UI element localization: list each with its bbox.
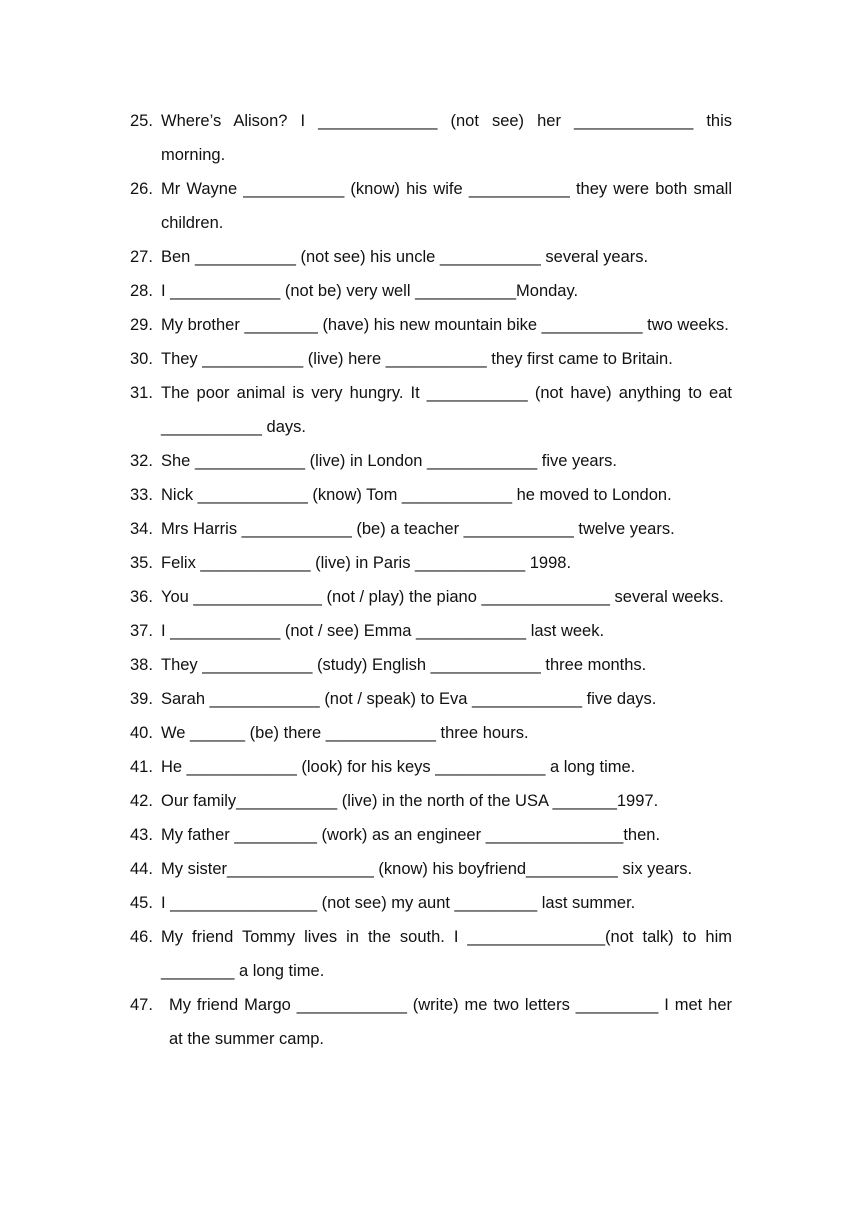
item-number: 35. (130, 554, 153, 572)
item-number: 39. (130, 690, 153, 708)
item-text: Felix ____________ (live) in Paris ____________ 1998. (161, 554, 572, 572)
item-number: 29. (130, 316, 153, 334)
item-number: 37. (130, 622, 153, 640)
exercise-item (130, 750, 732, 784)
exercise-item (130, 682, 732, 716)
item-number: 31. (130, 384, 153, 402)
exercise-item (130, 818, 732, 852)
item-text: They ___________ (live) here ___________ they first came to Britain. (161, 350, 673, 368)
item-number: 43. (130, 826, 153, 844)
item-number: 41. (130, 758, 153, 776)
item-number: 44. (130, 860, 153, 878)
item-number: 27. (130, 248, 153, 266)
item-number: 30. (130, 350, 153, 368)
item-text: I ____________ (not be) very well ___________Monday. (161, 282, 579, 300)
item-number: 33. (130, 486, 153, 504)
item-number: 42. (130, 792, 153, 810)
exercise-item (130, 444, 732, 478)
exercise-item (130, 648, 732, 682)
item-text: My friend Margo ____________ (write) me two letters _________ I met her at the summer camp. (169, 996, 732, 1048)
exercise-item (130, 580, 732, 614)
exercise-item (130, 104, 732, 172)
exercise-item (130, 920, 732, 988)
exercise-item (130, 308, 732, 342)
item-number: 25. (130, 112, 153, 130)
exercise-item (130, 716, 732, 750)
item-text: He ____________ (look) for his keys ____________ a long time. (161, 758, 636, 776)
item-text: Our family___________ (live) in the north of the USA _______1997. (161, 792, 659, 810)
exercise-item (130, 274, 732, 308)
item-number: 46. (130, 928, 153, 946)
item-number: 47. (130, 996, 153, 1014)
item-number: 40. (130, 724, 153, 742)
item-text: Mr Wayne ___________ (know) his wife ___________ they were both small children. (161, 180, 732, 232)
item-text: I ________________ (not see) my aunt _________ last summer. (161, 894, 636, 912)
item-text: You ______________ (not / play) the piano ______________ several weeks. (161, 588, 724, 606)
item-number: 38. (130, 656, 153, 674)
exercise-item (130, 852, 732, 886)
item-text: My father _________ (work) as an engineer _______________then. (161, 826, 661, 844)
exercise-item (130, 478, 732, 512)
exercise-item (130, 172, 732, 240)
item-text: She ____________ (live) in London ____________ five years. (161, 452, 617, 470)
item-text: My friend Tommy lives in the south. I _______________(not talk) to him ________ a long time. (161, 928, 732, 980)
exercise-item (130, 376, 732, 444)
item-number: 32. (130, 452, 153, 470)
item-text: They ____________ (study) English ____________ three months. (161, 656, 647, 674)
exercise-item (130, 886, 732, 920)
item-text: Mrs Harris ____________ (be) a teacher ____________ twelve years. (161, 520, 675, 538)
exercise-item (130, 988, 732, 1056)
item-text: Ben ___________ (not see) his uncle ___________ several years. (161, 248, 649, 266)
item-number: 26. (130, 180, 153, 198)
exercise-item (130, 240, 732, 274)
exercise-item (130, 784, 732, 818)
item-number: 28. (130, 282, 153, 300)
item-text: Nick ____________ (know) Tom ____________ he moved to London. (161, 486, 672, 504)
item-text: My brother ________ (have) his new mountain bike ___________ two weeks. (161, 316, 729, 334)
item-text: My sister________________ (know) his boyfriend__________ six years. (161, 860, 693, 878)
exercise-item (130, 512, 732, 546)
exercise-item (130, 342, 732, 376)
item-text: The poor animal is very hungry. It ___________ (not have) anything to eat ___________ days. (161, 384, 732, 436)
item-number: 34. (130, 520, 153, 538)
item-text: Where’s Alison? I _____________ (not see) her _____________ this morning. (161, 112, 732, 164)
exercise-item (130, 614, 732, 648)
item-text: I ____________ (not / see) Emma ____________ last week. (161, 622, 605, 640)
item-number: 45. (130, 894, 153, 912)
item-text: Sarah ____________ (not / speak) to Eva ____________ five days. (161, 690, 657, 708)
item-text: We ______ (be) there ____________ three hours. (161, 724, 529, 742)
exercise-item (130, 546, 732, 580)
item-number: 36. (130, 588, 153, 606)
exercise-list (130, 104, 732, 1056)
